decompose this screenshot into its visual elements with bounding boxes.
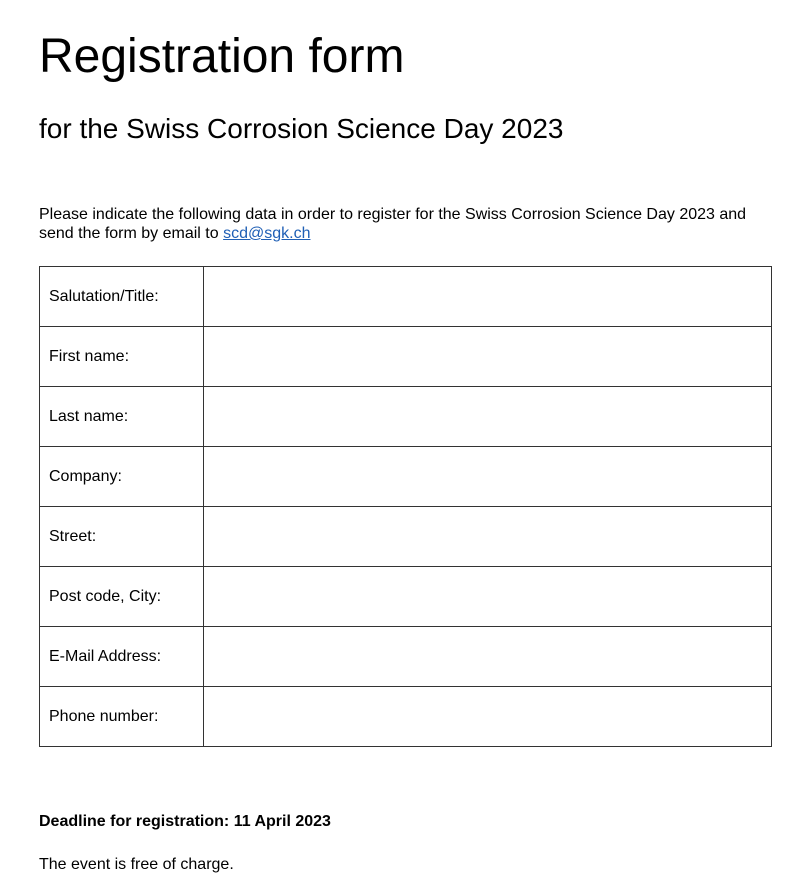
field-label-street: Street: [40,507,204,567]
registration-deadline: Deadline for registration: 11 April 2023 [39,813,331,830]
table-row [40,687,772,747]
registration-table [39,266,772,747]
field-label-phone: Phone number: [40,687,204,747]
field-value-post-code-city[interactable] [204,567,772,627]
table-row [40,567,772,627]
table-row [40,387,772,447]
field-value-email[interactable] [204,627,772,687]
field-label-salutation: Salutation/Title: [40,267,204,327]
field-value-street[interactable] [204,507,772,567]
field-label-email: E-Mail Address: [40,627,204,687]
field-label-company: Company: [40,447,204,507]
table-row [40,447,772,507]
page-subtitle: for the Swiss Corrosion Science Day 2023 [39,113,564,144]
table-row [40,507,772,567]
email-link[interactable]: scd@sgk.ch [223,225,311,242]
fee-note: The event is free of charge. [39,856,234,873]
field-value-first-name[interactable] [204,327,772,387]
field-label-post-code-city: Post code, City: [40,567,204,627]
field-value-salutation[interactable] [204,267,772,327]
intro-text: Please indicate the following data in order to register for the Swiss Corrosion Science Day 2023 and send the form by email to [39,206,747,242]
page-title: Registration form [39,30,405,83]
table-row [40,327,772,387]
table-row [40,267,772,327]
intro-paragraph [39,205,781,243]
field-value-last-name[interactable] [204,387,772,447]
field-value-phone[interactable] [204,687,772,747]
field-value-company[interactable] [204,447,772,507]
field-label-first-name: First name: [40,327,204,387]
field-label-last-name: Last name: [40,387,204,447]
table-row [40,627,772,687]
